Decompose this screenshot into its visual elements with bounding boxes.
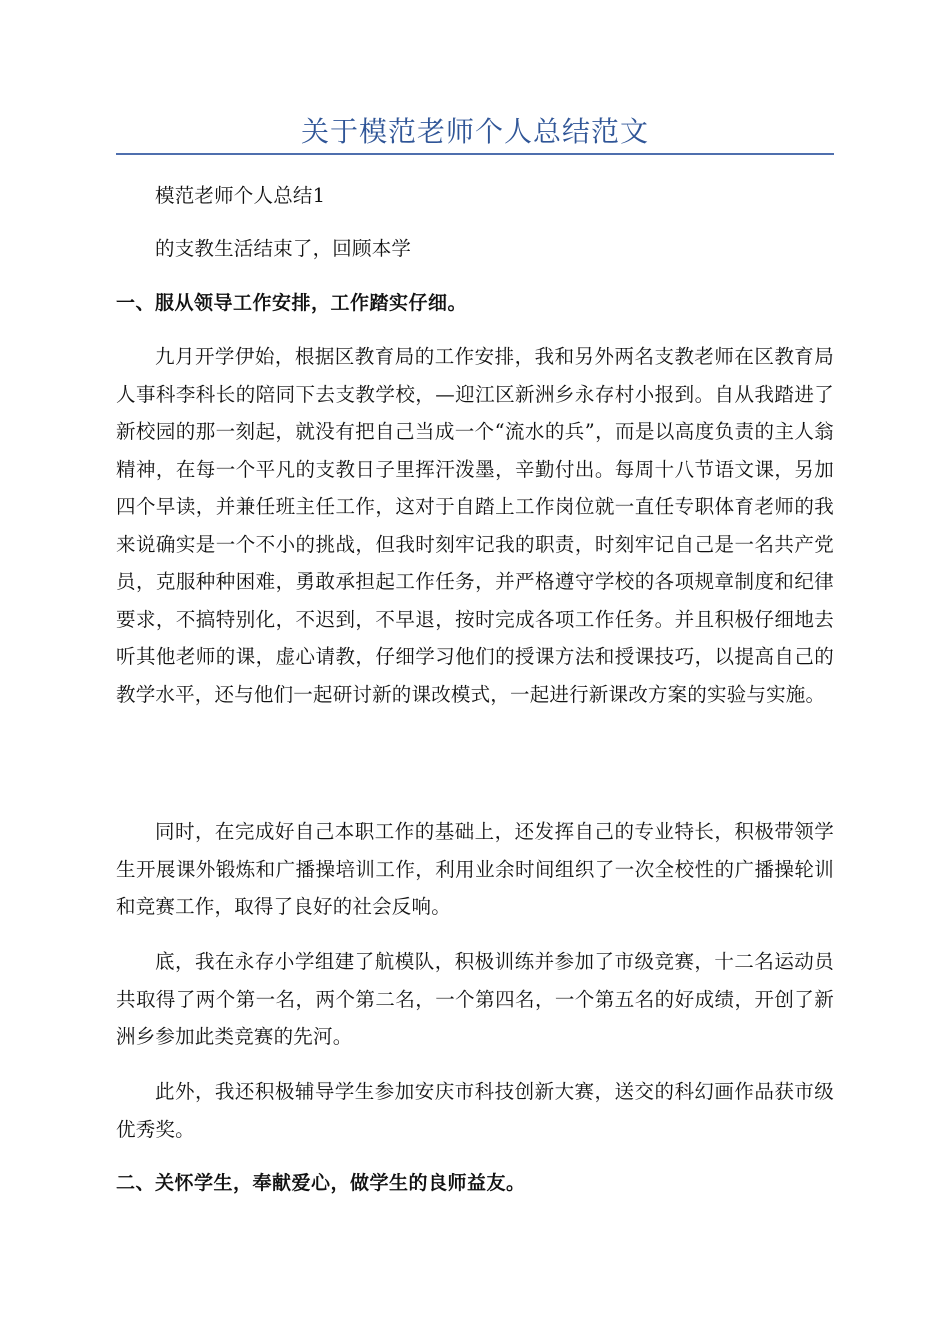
- intro-paragraph: 的支教生活结束了，回顾本学: [155, 237, 412, 260]
- body-paragraph-3: 底，我在永存小学组建了航模队，积极训练并参加了市级竞赛，十二名运动员共取得了两个第一名，两个第二名，一个第四名，一个第五名的好成绩，开创了新洲乡参加此类竞赛的先河。: [116, 950, 834, 1048]
- subtitle: 模范老师个人总结1: [155, 184, 326, 207]
- body-paragraph-2: 同时，在完成好自己本职工作的基础上，还发挥自己的专业特长，积极带领学生开展课外锻炼和广播操培训工作，利用业余时间组织了一次全校性的广播操轮训和竞赛工作，取得了良好的社会反响。: [116, 820, 834, 918]
- document-title: 关于模范老师个人总结范文: [300, 115, 649, 148]
- body-paragraph-1: 九月开学伊始，根据区教育局的工作安排，我和另外两名支教老师在区教育局人事科李科长的陪同下去支教学校，—迎江区新洲乡永存村小报到。自从我踏进了新校园的那一刻起，就没有把自己当成一个“流水的兵”，而是以高度负责的主人翁精神，在每一个平凡的支教日子里挥汗泼墨，辛勤付出。每周十八节语文课，另加四个早读，并兼任班主任工作，这对于自踏上工作岗位就一直任专职体育老师的我来说确实是一个不小的挑战，但我时刻牢记我的职责，时刻牢记自己是一名共产党员，克服种种困难，勇敢承担起工作任务，并严格遵守学校的各项规章制度和纪律要求，不搞特别化，不迟到，不早退，按时完成各项工作任务。并且积极仔细地去听其他老师的课，虚心请教，仔细学习他们的授课方法和授课技巧，以提高自己的教学水平，还与他们一起研讨新的课改模式，一起进行新课改方案的实验与实施。: [116, 345, 834, 706]
- title-underline: [116, 153, 834, 155]
- section-heading-1: 一、服从领导工作安排，工作踏实仔细。: [116, 292, 468, 314]
- section-heading-2: 二、关怀学生，奉献爱心，做学生的良师益友。: [116, 1172, 526, 1194]
- body-paragraph-4: 此外，我还积极辅导学生参加安庆市科技创新大赛，送交的科幻画作品获市级优秀奖。: [116, 1080, 834, 1141]
